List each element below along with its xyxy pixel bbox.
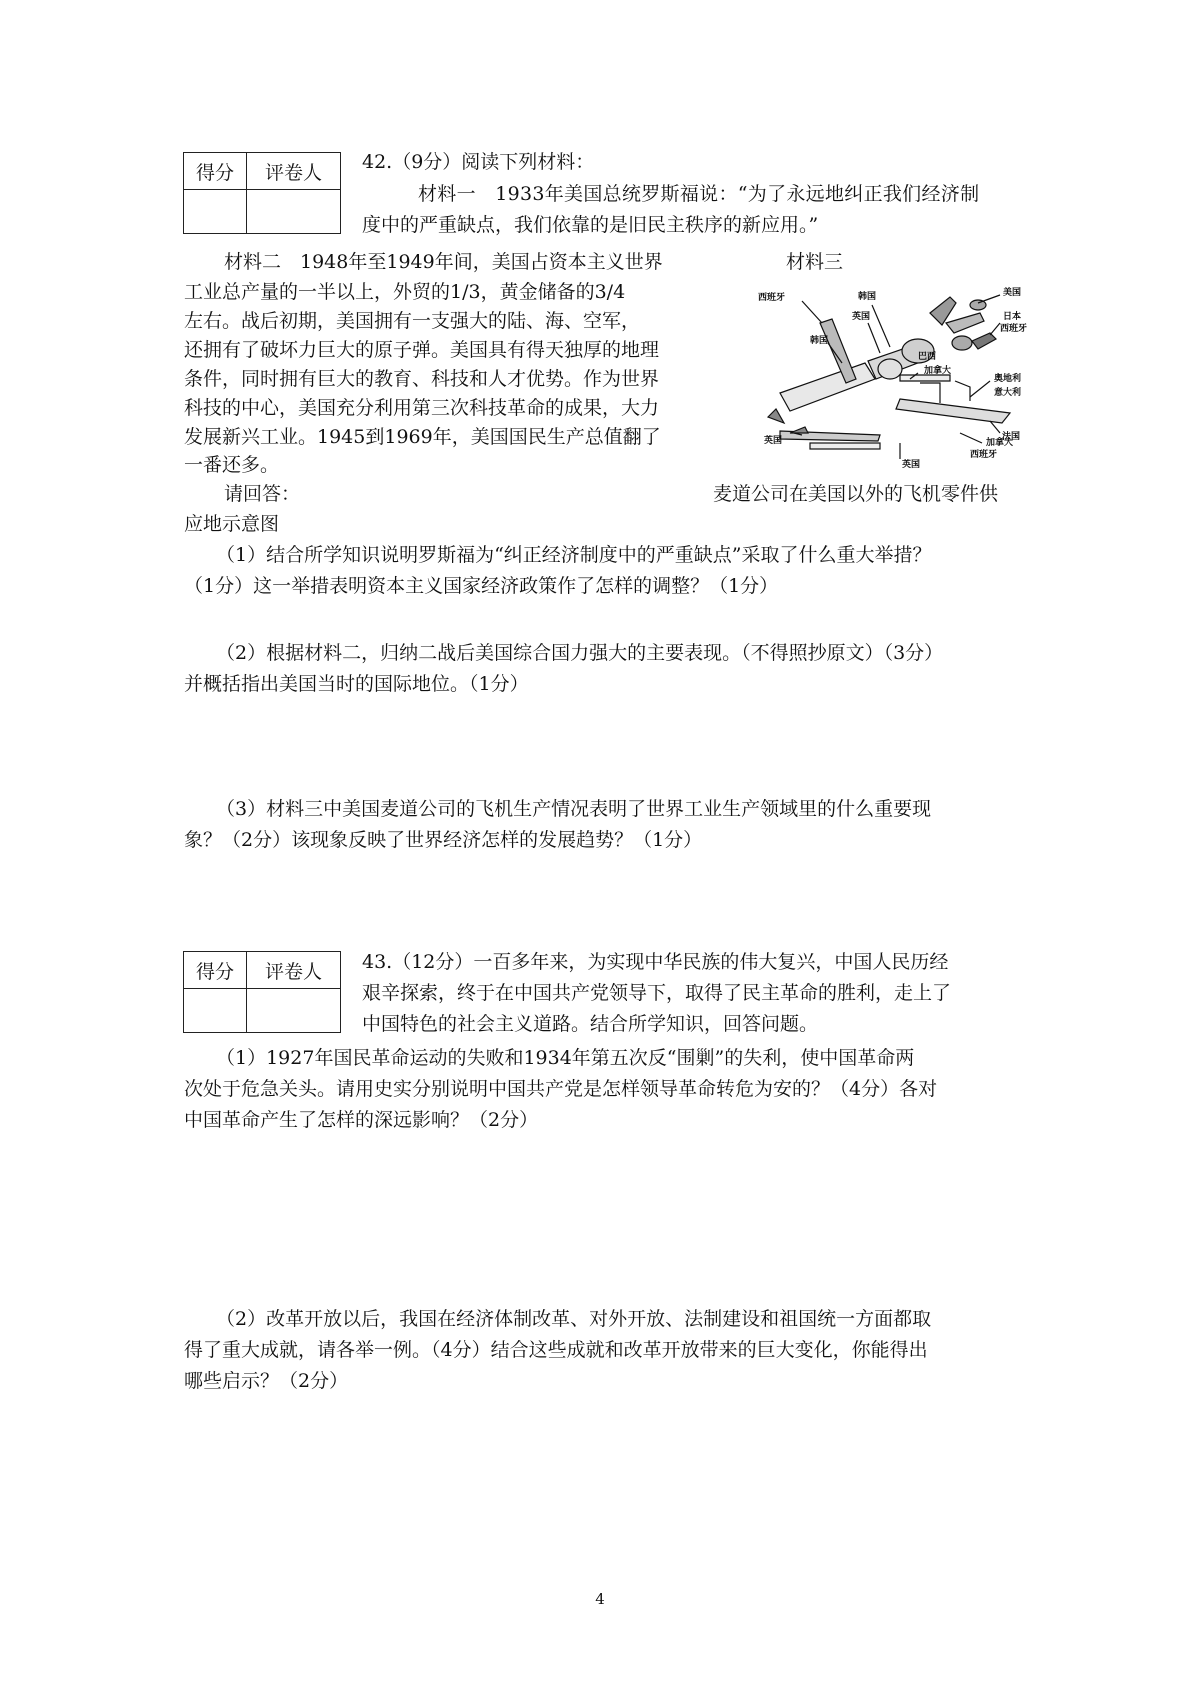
q43-intro-line1: 43.（12分）一百多年来，为实现中华民族的伟大复兴，中国人民历经 xyxy=(362,951,949,973)
q42-title: 42.（9分）阅读下列材料： xyxy=(362,151,595,173)
q42-please-answer: 请回答： xyxy=(224,483,301,505)
q43-sub2-line1: （2）改革开放以后，我国在经济体制改革、对外开放、法制建设和祖国统一方面都取 xyxy=(216,1308,932,1330)
diagram-label: 韩国 xyxy=(858,292,877,302)
q42-sub1-line2: （1分）这一举措表明资本主义国家经济政策作了怎样的调整？（1分） xyxy=(184,575,779,597)
q42-sub3-line1: （3）材料三中美国麦道公司的飞机生产情况表明了世界工业生产领域里的什么重要现 xyxy=(216,798,932,820)
diagram-label: 加拿大 xyxy=(986,438,1014,448)
q43-sub1-line3: 中国革命产生了怎样的深远影响？（2分） xyxy=(184,1109,539,1131)
q42-material2-line: 工业总产量的一半以上，外贸的1/3，黄金储备的3/4 xyxy=(184,281,626,303)
q42-material2-line: 发展新兴工业。1945到1969年，美国国民生产总值翻了 xyxy=(184,426,661,448)
diagram-label: 韩国 xyxy=(810,336,829,346)
score-label: 得分 xyxy=(184,153,247,190)
score-label: 得分 xyxy=(184,952,247,989)
page-number: 4 xyxy=(595,1590,605,1608)
diagram-label: 巴西 xyxy=(918,352,937,362)
q42-material2-line: 条件，同时拥有巨大的教育、科技和人才优势。作为世界 xyxy=(184,368,660,390)
q43-intro-line3: 中国特色的社会主义道路。结合所学知识，回答问题。 xyxy=(362,1013,819,1035)
score-cell[interactable] xyxy=(184,989,247,1033)
diagram-label: 英国 xyxy=(764,436,783,446)
score-cell[interactable] xyxy=(184,190,247,234)
diagram-label: 英国 xyxy=(902,460,921,469)
q42-figure-caption-line1: 麦道公司在美国以外的飞机零件供 xyxy=(713,483,999,505)
q43-sub1-line2: 次处于危急关头。请用史实分别说明中国共产党是怎样领导革命转危为安的？（4分）各对 xyxy=(184,1078,938,1100)
q42-sub2-line1: （2）根据材料二，归纳二战后美国综合国力强大的主要表现。（不得照抄原文）（3分） xyxy=(216,642,944,664)
q42-material2-line: 还拥有了破坏力巨大的原子弹。美国具有得天独厚的地理 xyxy=(184,339,660,361)
grader-label: 评卷人 xyxy=(247,952,341,989)
diagram-label: 英国 xyxy=(852,312,871,322)
q42-figure-caption-line2: 应地示意图 xyxy=(184,513,280,535)
q42-material2-line: 材料二 1948年至1949年间，美国占资本主义世界 xyxy=(224,251,663,273)
score-box-q42 xyxy=(183,152,341,234)
q43-intro-line2: 艰辛探索，终于在中国共产党领导下，取得了民主革命的胜利，走上了 xyxy=(362,982,952,1004)
q43-sub2-line3: 哪些启示？（2分） xyxy=(184,1370,349,1392)
q43-sub2-line2: 得了重大成就，请各举一例。（4分）结合这些成就和改革开放带来的巨大变化，你能得出 xyxy=(184,1339,928,1361)
q42-material3-label: 材料三 xyxy=(786,251,844,273)
q42-material2-line: 科技的中心，美国充分利用第三次科技革命的成果，大力 xyxy=(184,397,660,419)
grader-cell[interactable] xyxy=(247,190,341,234)
q42-material1-line2: 度中的严重缺点，我们依靠的是旧民主秩序的新应用。” xyxy=(362,214,819,236)
score-box-q43 xyxy=(183,951,341,1033)
diagram-label: 法国 xyxy=(1002,432,1021,442)
aircraft-parts-diagram xyxy=(750,283,1035,469)
q42-material1-line1: 材料一 1933年美国总统罗斯福说：“为了永远地纠正我们经济制 xyxy=(418,183,980,205)
diagram-label: 西班牙 xyxy=(970,450,998,460)
diagram-label: 美国 xyxy=(1003,288,1022,298)
diagram-label: 意大利 xyxy=(994,388,1022,398)
diagram-label: 奥地利 xyxy=(994,374,1022,384)
q42-sub3-line2: 象？（2分）该现象反映了世界经济怎样的发展趋势？（1分） xyxy=(184,829,703,851)
grader-label: 评卷人 xyxy=(247,153,341,190)
diagram-label: 加拿大 xyxy=(924,366,952,376)
q42-sub1-line1: （1）结合所学知识说明罗斯福为“纠正经济制度中的严重缺点”采取了什么重大举措？ xyxy=(216,544,932,566)
diagram-label: 西班牙 xyxy=(758,293,786,303)
diagram-label: 日本 xyxy=(1003,312,1022,322)
grader-cell[interactable] xyxy=(247,989,341,1033)
q42-material2-line: 左右。战后初期，美国拥有一支强大的陆、海、空军， xyxy=(184,310,641,332)
q43-sub1-line1: （1）1927年国民革命运动的失败和1934年第五次反“围剿”的失利，使中国革命两 xyxy=(216,1047,915,1069)
q42-material2-line: 一番还多。 xyxy=(184,454,280,476)
diagram-label: 西班牙 xyxy=(1000,324,1028,334)
q42-sub2-line2: 并概括指出美国当时的国际地位。（1分） xyxy=(184,673,529,695)
